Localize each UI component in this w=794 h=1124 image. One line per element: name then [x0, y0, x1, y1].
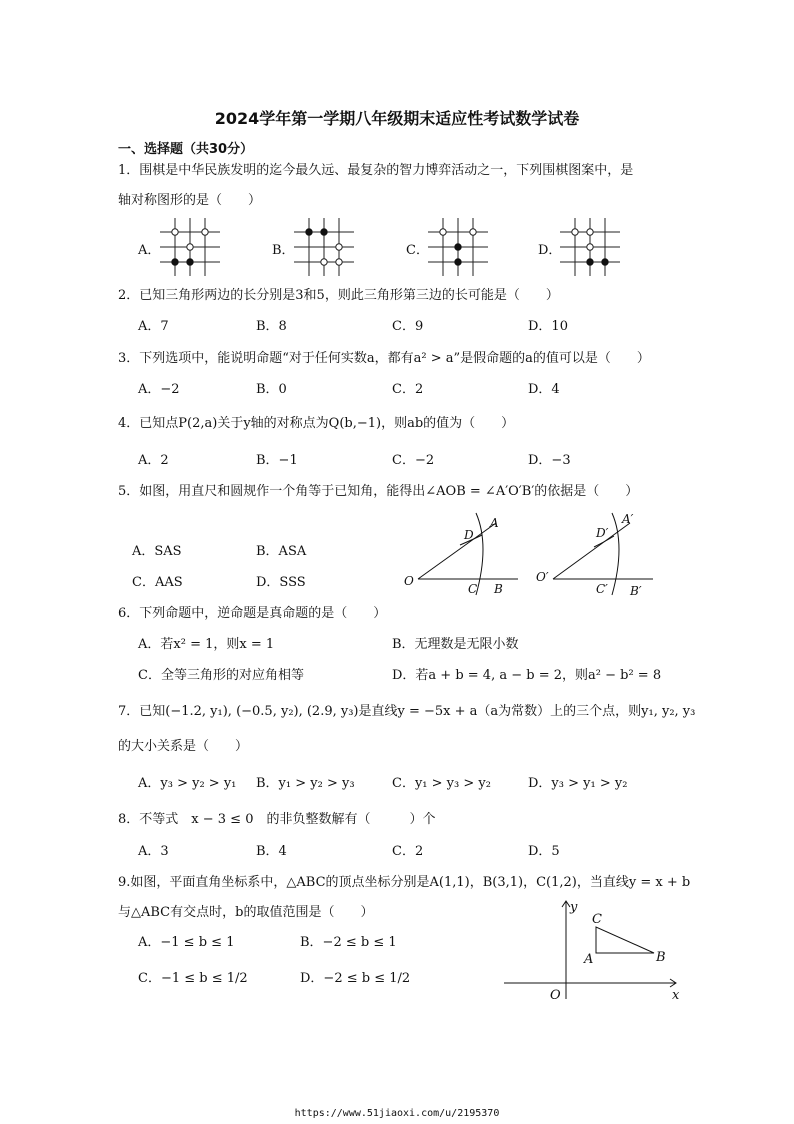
q3-text: 3．下列选项中，能说明命题“对于任何实数a，都有a² > a”是假命题的a的值可以是（ ） [118, 351, 650, 366]
q1-option-d: D． [538, 243, 562, 258]
q9-line2: 与△ABC有交点时，b的取值范围是（ ） [118, 905, 374, 920]
q6-option-b: B．无理数是无限小数 [392, 637, 519, 652]
q6-option-a: A．若x² = 1，则x = 1 [138, 637, 275, 652]
fig5-label-c-prime: C′ [596, 582, 608, 596]
q4-option-a: A．2 [138, 453, 169, 468]
fig5-label-o-prime: O′ [536, 570, 549, 584]
q5-option-a: A．SAS [132, 544, 182, 559]
footer-link[interactable]: https://www.51jiaoxi.com/u/2195370 [294, 1108, 500, 1119]
q1-line1: 1．围棋是中华民族发明的迄今最久远、最复杂的智力博弈活动之一，下列围棋图案中，是 [118, 163, 634, 178]
q1-line2: 轴对称图形的是（ ） [118, 193, 262, 208]
q4-option-c: C．−2 [392, 453, 435, 468]
q8-option-a: A．3 [138, 844, 169, 859]
coordinate-figure [500, 895, 690, 1005]
q3-option-d: D．4 [528, 382, 560, 397]
fig9-label-a: A [584, 952, 594, 967]
q5-option-c: C．AAS [132, 575, 183, 590]
q7-line1: 7．已知(−1.2, y₁), (−0.5, y₂), (2.9, y₃)是直线y = −5x + a（a为常数）上的三个点，则y₁, y₂, y₃ [118, 704, 696, 719]
q5-option-b: B．ASA [256, 544, 307, 559]
q7-option-a: A．y₃ > y₂ > y₁ [138, 776, 237, 791]
q3-option-c: C．2 [392, 382, 424, 397]
fig9-label-x: x [672, 988, 680, 1003]
q7-option-b: B．y₁ > y₂ > y₃ [256, 776, 355, 791]
q6-text: 6．下列命题中，逆命题是真命题的是（ ） [118, 606, 387, 621]
q9-option-d: D．−2 ≤ b ≤ 1/2 [300, 971, 411, 986]
q7-option-c: C．y₁ > y₃ > y₂ [392, 776, 491, 791]
fig5-label-a-prime: A′ [622, 512, 634, 526]
fig5-label-c: C [468, 582, 478, 596]
section-heading: 一、选择题（共30分） [118, 142, 254, 157]
q4-text: 4．已知点P(2,a)关于y轴的对称点为Q(b,−1)，则ab的值为（ ） [118, 416, 515, 431]
q9-option-c: C．−1 ≤ b ≤ 1/2 [138, 971, 248, 986]
go-board-c-icon [428, 218, 490, 278]
q5-option-d: D．SSS [256, 575, 306, 590]
q1-option-c: C． [406, 243, 429, 258]
q9-option-a: A．−1 ≤ b ≤ 1 [138, 935, 235, 950]
fig9-label-o: O [550, 988, 561, 1003]
q1-option-a: A． [138, 243, 161, 258]
fig5-label-d-prime: D′ [596, 526, 609, 540]
q2-text: 2．已知三角形两边的长分别是3和5，则此三角形第三边的长可能是（ ） [118, 288, 559, 303]
q7-line2: 的大小关系是（ ） [118, 739, 249, 754]
q3-option-a: A．−2 [138, 382, 180, 397]
q8-option-d: D．5 [528, 844, 560, 859]
q8-text: 8．不等式 x − 3 ≤ 0 的非负整数解有（ ）个 [118, 812, 436, 827]
fig9-label-c: C [592, 912, 602, 927]
fig5-label-a: A [490, 516, 499, 530]
q7-option-d: D．y₃ > y₁ > y₂ [528, 776, 628, 791]
go-board-d-icon [560, 218, 622, 278]
fig5-label-b-prime: B′ [630, 584, 642, 598]
q2-option-b: B．8 [256, 319, 287, 334]
q8-option-b: B．4 [256, 844, 287, 859]
q9-option-b: B．−2 ≤ b ≤ 1 [300, 935, 397, 950]
fig9-label-y: y [570, 900, 578, 915]
fig5-label-o: O [404, 574, 414, 588]
q4-option-b: B．−1 [256, 453, 298, 468]
angle-construction-figure [398, 505, 670, 600]
q4-option-d: D．−3 [528, 453, 571, 468]
fig5-label-d: D [464, 528, 474, 542]
q8-option-c: C．2 [392, 844, 424, 859]
q2-option-c: C．9 [392, 319, 424, 334]
fig9-label-b: B [656, 950, 666, 965]
q2-option-d: D．10 [528, 319, 568, 334]
q6-option-d: D．若a + b = 4, a − b = 2，则a² − b² = 8 [392, 668, 662, 683]
q3-option-b: B．0 [256, 382, 287, 397]
q9-line1: 9.如图，平面直角坐标系中，△ABC的顶点坐标分别是A(1,1)，B(3,1)，C(1,2)，当直线y = x + b [118, 875, 691, 890]
fig5-label-b: B [494, 582, 503, 596]
page-title: 2024学年第一学期八年级期末适应性考试数学试卷 [214, 109, 580, 128]
q5-text: 5．如图，用直尺和圆规作一个角等于已知角，能得出∠AOB = ∠A′O′B′的依据是（ ） [118, 484, 639, 499]
q1-option-b: B． [272, 243, 295, 258]
go-board-a-icon [160, 218, 222, 278]
q2-option-a: A．7 [138, 319, 169, 334]
q6-option-c: C．全等三角形的对应角相等 [138, 668, 304, 683]
go-board-b-icon [294, 218, 356, 278]
